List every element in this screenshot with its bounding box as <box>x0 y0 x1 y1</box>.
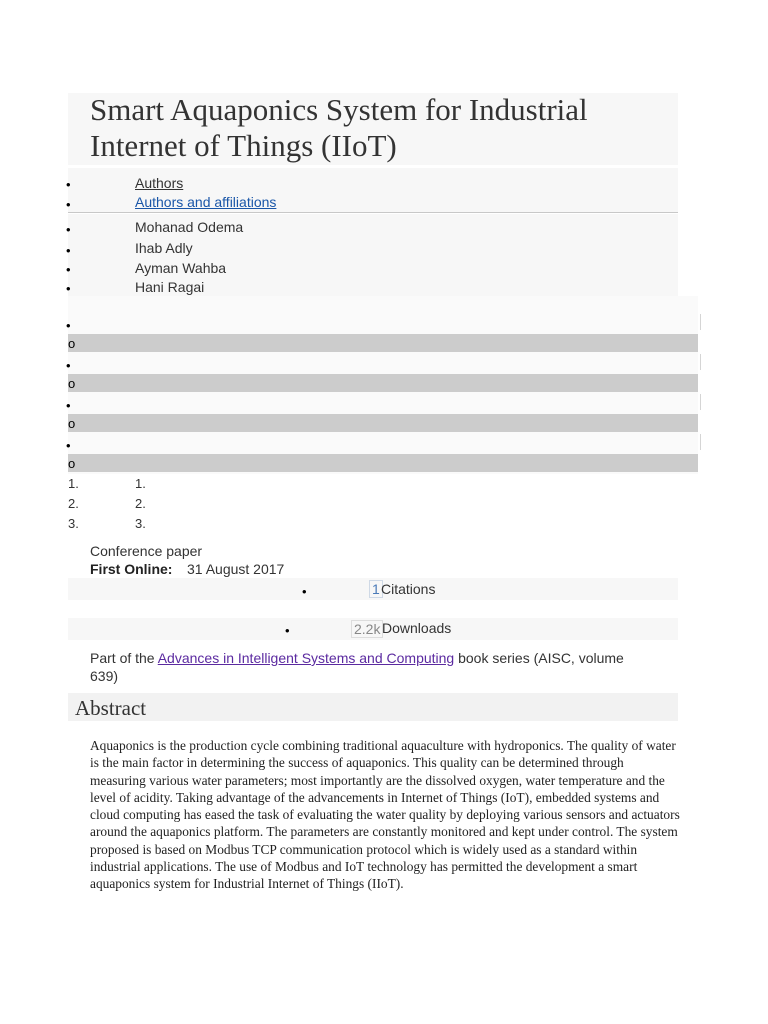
page-title: Smart Aquaponics System for Industrial Internet of Things (IIoT) <box>90 92 588 163</box>
menu-edge <box>700 354 701 370</box>
list-bullet: • <box>66 438 71 453</box>
affiliation-row[interactable] <box>68 374 698 392</box>
list-circle: o <box>68 336 76 351</box>
list-circle: o <box>68 376 76 391</box>
affiliation-row[interactable] <box>68 454 698 472</box>
downloads-count: 2.2k <box>351 620 383 638</box>
author-name[interactable]: Ihab Adly <box>135 240 193 256</box>
menu-edge <box>700 434 701 450</box>
list-number: 2. <box>135 496 146 511</box>
list-bullet: • <box>66 358 71 373</box>
list-bullet: • <box>302 584 307 599</box>
list-circle: o <box>68 456 76 471</box>
list-bullet: • <box>66 197 71 212</box>
list-bullet: • <box>66 222 71 237</box>
menu-edge <box>700 394 701 410</box>
citations-label: Citations <box>381 581 436 597</box>
list-bullet: • <box>66 262 71 277</box>
series-prefix: Part of the <box>90 650 158 666</box>
abstract-heading: Abstract <box>75 696 147 720</box>
affiliation-row[interactable] <box>68 334 698 352</box>
list-number: 2. <box>68 496 79 511</box>
first-online-date: 31 August 2017 <box>187 561 285 577</box>
affiliations-tab-link[interactable]: Authors and affiliations <box>135 194 277 210</box>
list-circle: o <box>68 416 76 431</box>
series-link[interactable]: Advances in Intelligent Systems and Computing <box>157 650 455 666</box>
divider <box>68 212 678 213</box>
affiliation-row[interactable] <box>68 414 698 432</box>
author-name[interactable]: Ayman Wahba <box>135 260 227 276</box>
list-number: 3. <box>68 516 79 531</box>
list-number: 1. <box>68 476 79 491</box>
list-number: 3. <box>135 516 146 531</box>
list-bullet: • <box>66 243 71 258</box>
list-bullet: • <box>285 623 290 638</box>
abstract-header <box>68 693 678 721</box>
author-name[interactable]: Hani Ragai <box>135 279 205 295</box>
downloads-label: Downloads <box>382 620 452 636</box>
content-type: Conference paper <box>90 543 203 559</box>
list-bullet: • <box>66 318 71 333</box>
menu-edge <box>700 314 701 330</box>
series-info <box>90 649 650 685</box>
list-bullet: • <box>66 177 71 192</box>
first-online-label: First Online: <box>90 561 173 577</box>
list-bullet: • <box>66 281 71 296</box>
authors-tab-link[interactable]: Authors <box>135 175 184 191</box>
series-suffix: book series (AISC, volume 639) <box>90 650 624 684</box>
citations-count[interactable]: 1 <box>369 580 383 598</box>
list-number: 1. <box>135 476 146 491</box>
list-bullet: • <box>66 398 71 413</box>
abstract-text: Aquaponics is the production cycle combining traditional aquaculture with hydroponics. The quality of water is the main factor in determining the success of aquaponics. This quality can be determined through measuring various water parameters; most importantly are the dissolved oxygen, water temperature and the level of acidity. Taking advantage of the advancements in Internet of Things (IoT), embedded systems and cloud computing has eased the task of evaluating the water quality by deploying various sensors and actuators around the aquaponics platform. The parameters are constantly monitored and kept under control. The system proposed is based on Modbus TCP communication protocol which is widely used as a standard within industrial applications. The use of Modbus and IoT technology has permitted the development a smart aquaponics system for Industrial Internet of Things (IIoT). <box>90 738 680 892</box>
author-name[interactable]: Mohanad Odema <box>135 219 244 235</box>
